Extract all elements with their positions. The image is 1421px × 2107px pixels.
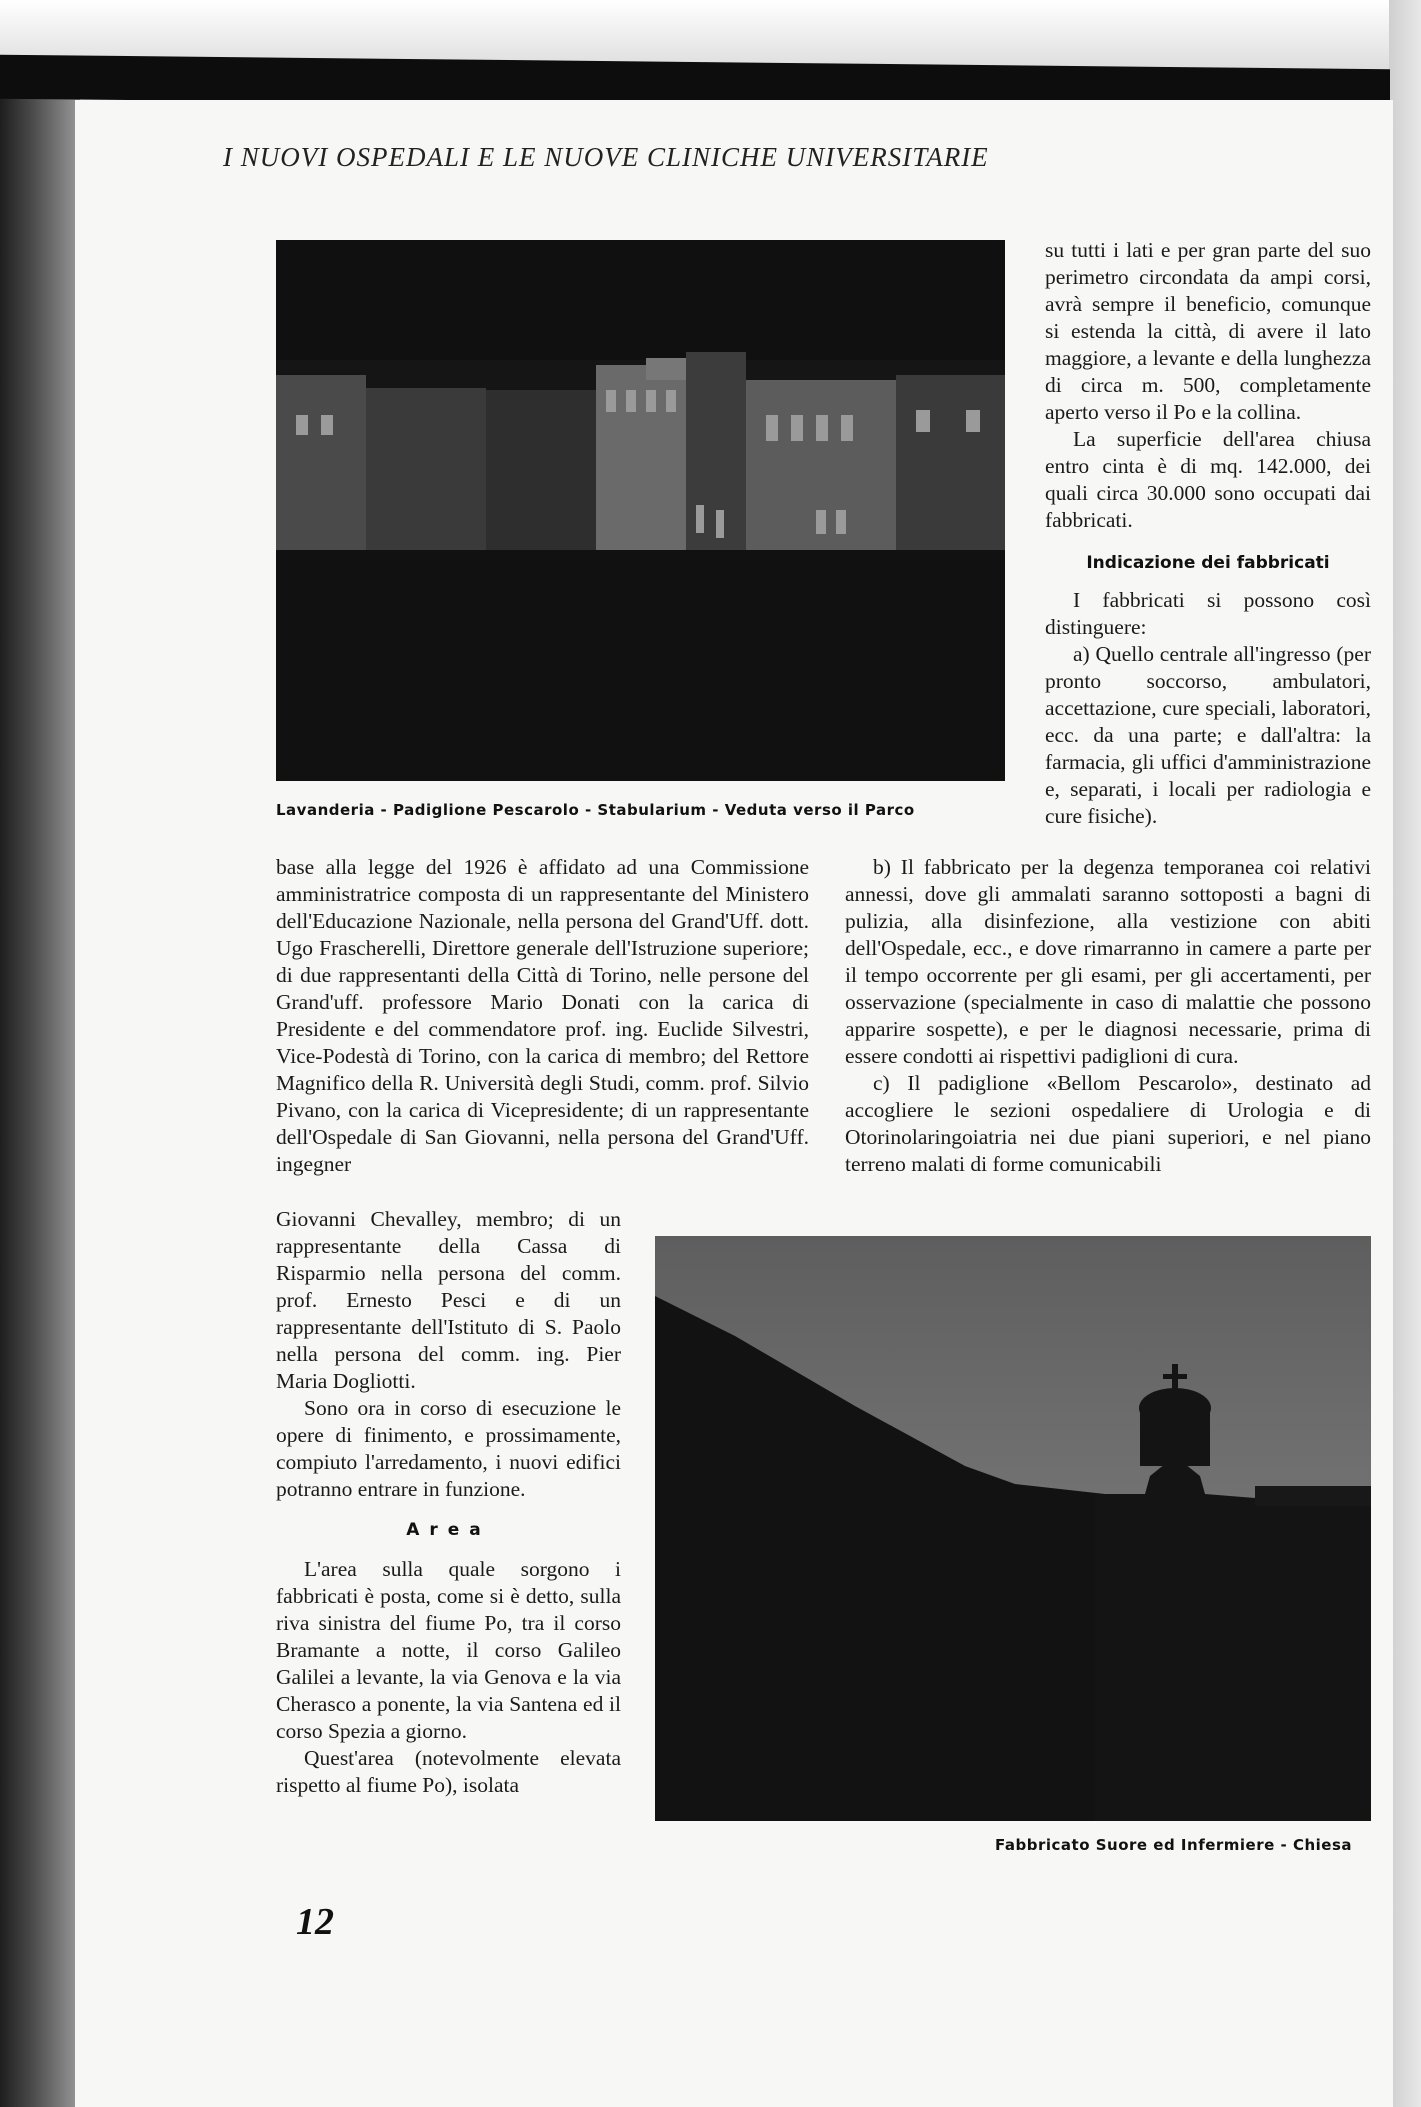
photo-buildings-image xyxy=(276,240,1005,781)
paragraph: a) Quello centrale all'ingresso (per pronto soccorso, ambulatori, accettazione, cure speciali, laboratori, ecc. da una parte; e dall'altra: la farmacia, gli uffici d'amministrazione e, separati, i locali per radiologia e cure fisiche). xyxy=(1045,642,1371,828)
paragraph: b) Il fabbricato per la degenza temporanea coi relativi annessi, dove gli ammalati saranno sottoposti a bagni di pulizia, alla disinfezione, alla vestizione con abiti dell'Ospedale, ecc., e dove rimarranno in camere a parte per il tempo occorrente per gli esami, per gli accertamenti, per osservazione (specialmente in caso di malattie che possono apparire sospette), e per le diagnosi necessarie, prima di essere condotti ai rispettivi padiglioni di cura. xyxy=(845,855,1371,1068)
paragraph: I fabbricati si possono così distinguere: xyxy=(1045,588,1371,639)
photo-church-silhouette xyxy=(655,1236,1371,1821)
left-column-narrow xyxy=(276,1206,621,1799)
paragraph: Sono ora in corso di esecuzione le opere di finimento, e prossimamente, compiuto l'arredamento, i nuovi edifici potranno entrare in funzione. xyxy=(276,1396,621,1501)
paragraph: su tutti i lati e per gran parte del suo perimetro circondata da ampi corsi, avrà sempre il beneficio, comunque si estenda la città, di avere il lato maggiore, a levante e della lunghezza di circa m. 500, completamente aperto verso il Po e la collina. xyxy=(1045,238,1371,424)
left-column-wide xyxy=(276,854,809,1178)
right-column-bottom xyxy=(845,854,1371,1178)
paragraph: La superficie dell'area chiusa entro cinta è di mq. 142.000, dei quali circa 30.000 sono occupati dai fabbricati. xyxy=(1045,427,1371,532)
figure-caption-top: Lavanderia - Padiglione Pescarolo - Stabularium - Veduta verso il Parco xyxy=(276,801,915,819)
paragraph: L'area sulla quale sorgono i fabbricati è posta, come si è detto, sulla riva sinistra del fiume Po, tra il corso Bramante a notte, il corso Galileo Galilei a levante, la via Genova e la via Cherasco a ponente, la via Santena ed il corso Spezia a giorno. xyxy=(276,1557,621,1743)
paragraph: Giovanni Chevalley, membro; di un rappresentante della Cassa di Risparmio nella persona del comm. prof. Ernesto Pesci e di un rappresentante dell'Istituto di S. Paolo nella persona del comm. ing. Pier Maria Dogliotti. xyxy=(276,1207,621,1393)
book-spine-shadow xyxy=(0,70,80,2107)
running-header: I NUOVI OSPEDALI E LE NUOVE CLINICHE UNIVERSITARIE xyxy=(223,142,989,172)
photo-laundry-buildings xyxy=(276,240,1005,781)
photo-church-image xyxy=(655,1236,1371,1821)
section-heading-area: Area xyxy=(406,1520,491,1540)
paragraph: c) Il padiglione «Bellom Pescarolo», destinato ad accogliere le sezioni ospedaliere di Urologia e di Otorinolaringoiatria nei due piani superiori, e nel piano terreno malati di forme comunicabili xyxy=(845,1071,1371,1176)
scan-margin-right xyxy=(1389,0,1421,2107)
figure-caption-bottom: Fabbricato Suore ed Infermiere - Chiesa xyxy=(995,1836,1353,1854)
paragraph: base alla legge del 1926 è affidato ad una Commissione amministratrice composta di un rappresentante del Ministero dell'Educazione Nazionale, nella persona del Grand'Uff. dott. Ugo Frascherelli, Direttore generale dell'Istruzione superiore; di due rappresentanti della Città di Torino, nelle persone del Grand'uff. professore Mario Donati con la carica di Presidente e del commendatore prof. ing. Euclide Silvestri, Vice-Podestà di Torino, con la carica di membro; del Rettore Magnifico della R. Università degli Studi, comm. prof. Silvio Pivano, con la carica di Vicepresidente; di un rappresentante dell'Ospedale di San Giovanni, nella persona del Grand'Uff. ingegner xyxy=(276,855,809,1176)
page-number: 12 xyxy=(296,1901,334,1943)
section-heading-fabbricati: Indicazione dei fabbricati xyxy=(1086,553,1330,573)
right-column-top xyxy=(1045,237,1371,830)
paragraph: Quest'area (notevolmente elevata rispetto al fiume Po), isolata xyxy=(276,1746,621,1797)
